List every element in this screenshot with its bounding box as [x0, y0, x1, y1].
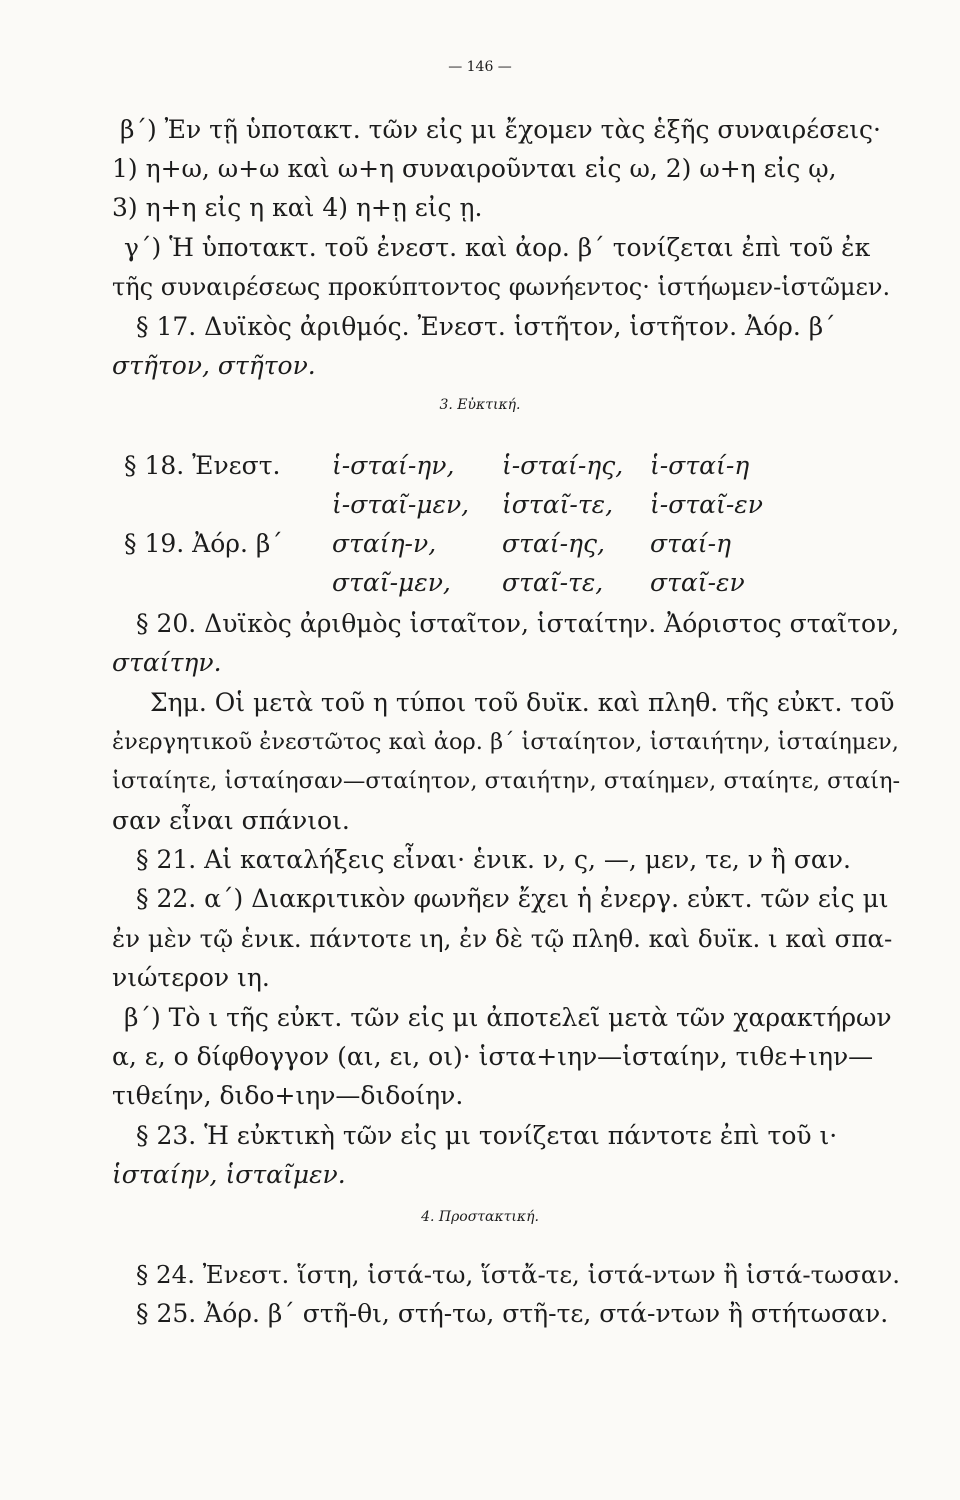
note-line: Σημ. Οἱ μετὰ τοῦ η τύποι τοῦ δυϊκ. καὶ πληθ. τῆς εὐκτ. τοῦ	[150, 688, 895, 717]
text-line: 3) η+η εἰς η καὶ 4) η+ῃ εἰς ῃ.	[112, 193, 483, 222]
text-line: νιώτερον ιη.	[112, 963, 270, 992]
paragraph-22: § 22. α΄) Διακριτικὸν φωνῆεν ἔχει ἡ ἐνεργ. εὐκτ. τῶν εἰς μι	[136, 884, 889, 913]
text-line: 1) η+ω, ω+ω καὶ ω+η συναιροῦνται εἰς ω, 2) ω+η εἰς ῳ,	[112, 154, 837, 183]
conjugation-cell: σταί-η	[650, 529, 732, 558]
text-line: τιθείην, διδο+ιην—διδοίην.	[112, 1081, 464, 1110]
paragraph-23: § 23. Ἡ εὐκτικὴ τῶν εἰς μι τονίζεται πάντοτε ἐπὶ τοῦ ι·	[136, 1121, 838, 1150]
conjugation-cell: ἱ-σταί-ην,	[332, 451, 455, 480]
paragraph-17: § 17. Δυϊκὸς ἀριθμός. Ἐνεστ. ἱστῆτον, ἱστῆτον. Ἀόρ. β΄	[136, 312, 836, 341]
conjugation-cell: σταῖ-εν	[650, 568, 745, 597]
paragraph-19-label: § 19. Ἀόρ. β΄	[124, 529, 283, 558]
text-line: σαν εἶναι σπάνιοι.	[112, 806, 350, 835]
paragraph-25: § 25. Ἀόρ. β΄ στῆ-θι, στή-τω, στῆ-τε, στά-ντων ἢ στήτωσαν.	[136, 1299, 889, 1328]
text-line: β΄) Ἐν τῇ ὑποτακτ. τῶν εἰς μι ἔχομεν τὰς ἑξῆς συναιρέσεις·	[120, 115, 881, 144]
conjugation-cell: ἱ-σταῖ-εν	[650, 490, 763, 519]
text-line: ἐν μὲν τῷ ἑνικ. πάντοτε ιη, ἐν δὲ τῷ πληθ. καὶ δυϊκ. ι καὶ σπα-	[112, 924, 893, 953]
text-line: σταίτην.	[112, 648, 222, 677]
text-line: β΄) Τὸ ι τῆς εὐκτ. τῶν εἰς μι ἀποτελεῖ μετὰ τῶν χαρακτήρων	[124, 1003, 892, 1032]
conjugation-cell: σταί-ης,	[502, 529, 605, 558]
page-number: — 146 —	[448, 59, 512, 75]
conjugation-cell: ἱ-σταῖ-μεν,	[332, 490, 470, 519]
section-title-imperative: 4. Προστακτική.	[421, 1209, 539, 1225]
conjugation-cell: σταῖ-μεν,	[332, 568, 451, 597]
text-line: ἱσταίην, ἱσταῖμεν.	[112, 1160, 346, 1189]
text-line: γ΄) Ἡ ὑποτακτ. τοῦ ἐνεστ. καὶ ἀορ. β΄ τονίζεται ἐπὶ τοῦ ἐκ	[124, 233, 871, 262]
text-line: α, ε, ο δίφθογγον (αι, ει, οι)· ἱστα+ιην—ἱσταίην, τιθε+ιην—	[112, 1042, 874, 1071]
paragraph-21: § 21. Αἱ καταλήξεις εἶναι· ἑνικ. ν, ς, —, μεν, τε, ν ἢ σαν.	[136, 845, 851, 874]
text-line: ἱσταίητε, ἱσταίησαν—σταίητον, σταιήτην, σταίημεν, σταίητε, σταίη-	[112, 768, 901, 794]
conjugation-cell: ἱ-σταί-ης,	[502, 451, 624, 480]
text-line: ἐνεργητικοῦ ἐνεστῶτος καὶ ἀορ. β΄ ἱσταίητον, ἱσταιήτην, ἱσταίημεν,	[112, 729, 899, 755]
section-title-optative: 3. Εὐκτική.	[439, 397, 521, 413]
conjugation-cell: σταίη-ν,	[332, 529, 437, 558]
paragraph-18-label: § 18. Ἐνεστ.	[124, 451, 281, 480]
conjugation-cell: ἱ-σταί-η	[650, 451, 750, 480]
paragraph-20: § 20. Δυϊκὸς ἀριθμὸς ἱσταῖτον, ἱσταίτην. Ἀόριστος σταῖτον,	[136, 609, 900, 638]
paragraph-24: § 24. Ἐνεστ. ἵστη, ἱστά-τω, ἵστἄ-τε, ἱστά-ντων ἢ ἱστά-τωσαν.	[136, 1260, 901, 1289]
text-line: τῆς συναιρέσεως προκύπτοντος φωνήεντος· ἱστήωμεν-ἱστῶμεν.	[112, 273, 891, 301]
conjugation-cell: ἱσταῖ-τε,	[502, 490, 614, 519]
text-line: στῆτον, στῆτον.	[112, 351, 316, 380]
conjugation-cell: σταῖ-τε,	[502, 568, 604, 597]
